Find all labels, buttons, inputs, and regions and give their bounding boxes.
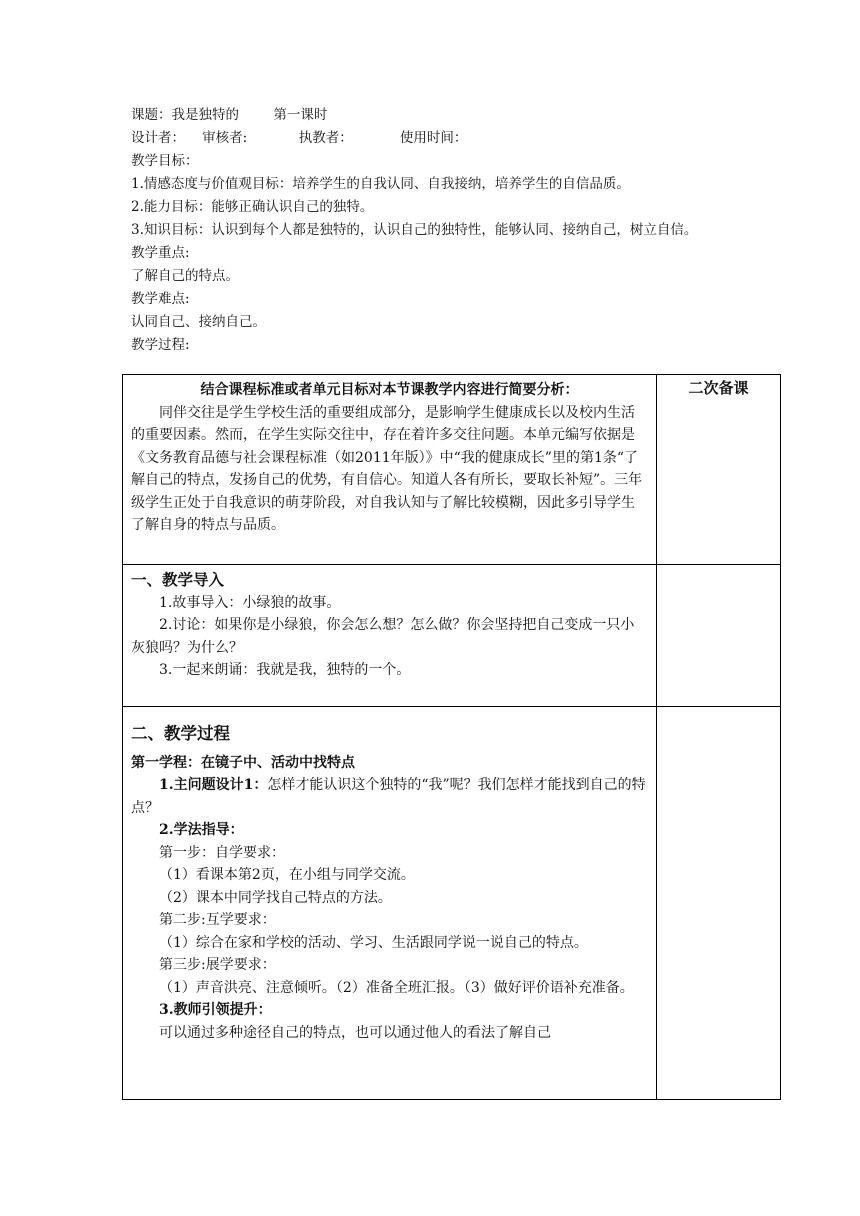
lesson-header [131, 104, 751, 357]
side-notes-header: 二次备课 [688, 379, 749, 397]
step-item: （2）课本中同学找自己特点的方法。 [159, 889, 392, 906]
key-point-text: 了解自己的特点。 [131, 268, 239, 284]
staff-line: 设计者： 审核者: 执教者： 使用时间： [131, 130, 468, 146]
main-question-text: 怎样才能认识这个独特的“我”呢？我们怎样才能找到自己的特点？ [131, 777, 646, 816]
difficult-point-label: 教学难点: [131, 291, 190, 307]
teacher-label: 3.教师引领提升： [159, 1002, 272, 1018]
table-row [123, 375, 781, 565]
step-label: 第一步：自学要求： [159, 844, 285, 861]
intro-item: 1.故事导入：小绿狼的故事。 [159, 594, 341, 611]
intro-heading: 一、教学导入 [131, 570, 225, 589]
step-item: （1）声音洪亮、注意倾听。（2）准备全班汇报。（3）做好评价语补充准备。 [159, 979, 634, 996]
teacher-text: 可以通过多种途径自己的特点，也可以通过他人的看法了解自己 [159, 1024, 551, 1041]
goal-item: 1.情感态度与价值观目标：培养学生的自我认同、自我接纳，培养学生的自信品质。 [131, 176, 630, 192]
goals-label: 教学目标： [131, 153, 199, 169]
table-row [123, 565, 781, 707]
main-question-label: 1.主问题设计1： [159, 777, 268, 793]
side-notes-cell [657, 707, 781, 1100]
analysis-heading: 结合课程标准或者单元目标对本节课教学内容进行简要分析： [200, 382, 579, 398]
method-label: 2.学法指导： [159, 822, 244, 838]
step-label: 第三步:展学要求： [159, 957, 276, 973]
stage-heading: 第一学程：在镜子中、活动中找特点 [131, 754, 355, 771]
main-question [131, 774, 648, 819]
intro-item: 3.一起来朗诵：我就是我，独特的一个。 [159, 662, 411, 678]
side-notes-cell [657, 375, 781, 565]
step-label: 第二步:互学要求： [159, 912, 276, 928]
analysis-cell [123, 375, 657, 565]
analysis-body: 同伴交往是学生学校生活的重要组成部分，是影响学生健康成长以及校内生活的重要因素。然而，在学生实际交往中，存在着许多交往问题。本单元编写依据是《文务教育品德与社会课程标准（如2011年版）》中“我的健康成长”里的第1条“了解自己的特点，发扬自己的优势，有自信心。知道人各有所长，要取长补短”。三年级学生正处于自我意识的萌芽阶段，对自我认知与了解比较模糊，因此多引导学生了解自身的特点与品质。 [131, 404, 643, 533]
difficult-point-text: 认同自己、接纳自己。 [131, 314, 266, 330]
process-heading: 二、教学过程 [131, 724, 230, 743]
step-item: （1）看课本第2页，在小组与同学交流。 [159, 867, 415, 883]
process-cell [123, 707, 657, 1100]
goal-item: 2.能力目标：能够正确认识自己的独特。 [131, 199, 374, 215]
table-row [123, 707, 781, 1100]
lesson-plan-table [122, 374, 781, 1100]
lesson-title-line: 课题：我是独特的 第一课时 [131, 107, 328, 123]
key-point-label: 教学重点: [131, 245, 190, 261]
step-item: （1）综合在家和学校的活动、学习、生活跟同学说一说自己的特点。 [159, 934, 588, 951]
goal-item: 3.知识目标：认识到每个人都是独特的，认识自己的独特性，能够认同、接纳自己，树立自信。 [131, 222, 698, 238]
intro-item: 2.讨论：如果你是小绿狼，你会怎么想？怎么做？你会坚持把自己变成一只小灰狼吗？为什么？ [131, 617, 635, 656]
side-notes-cell [657, 565, 781, 707]
intro-cell [123, 565, 657, 707]
process-label: 教学过程: [131, 337, 190, 353]
